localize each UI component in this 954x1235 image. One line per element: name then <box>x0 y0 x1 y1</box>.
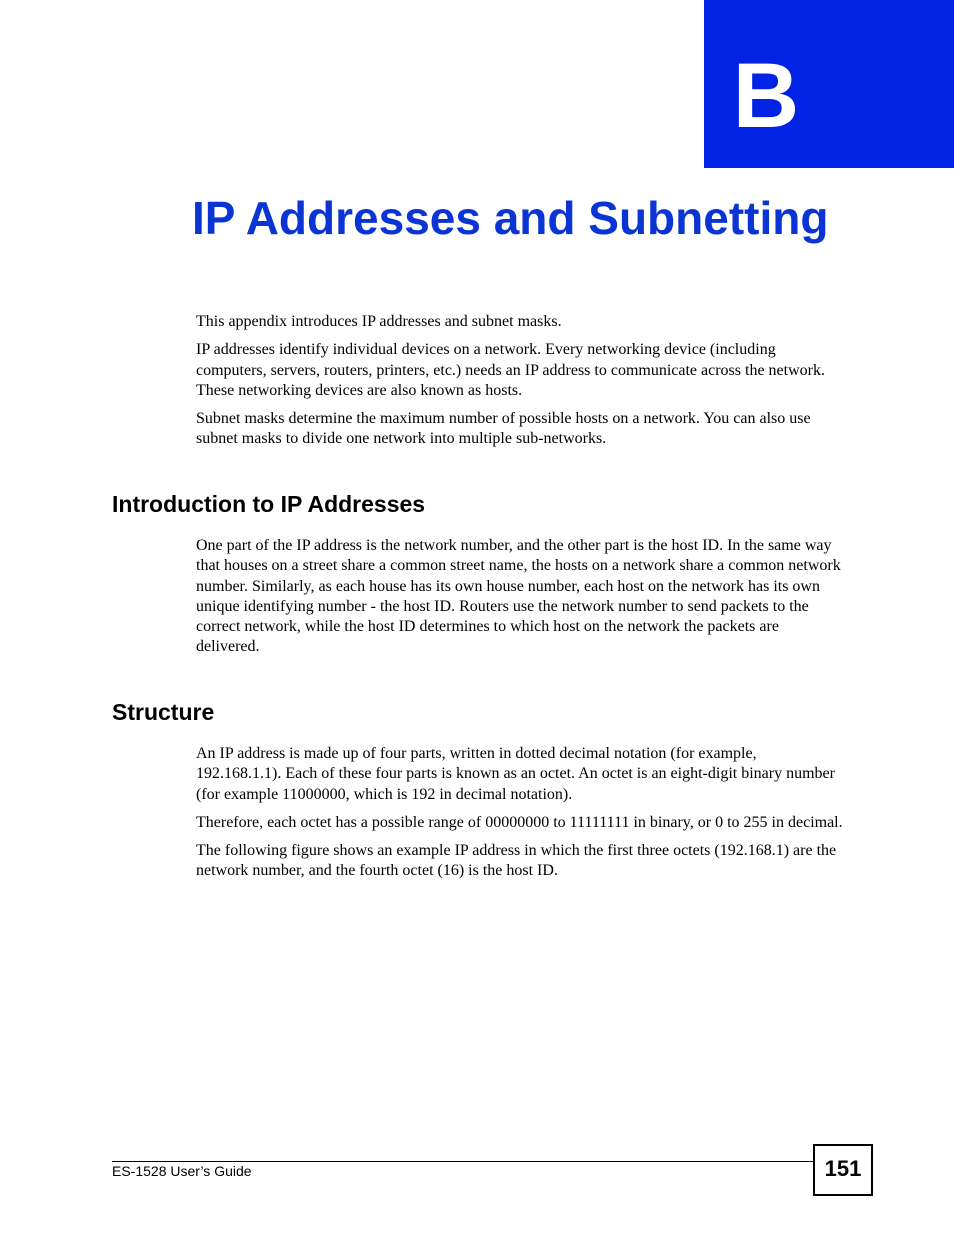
intro-paragraph: IP addresses identify individual devices on a network. Every networking device (including computers, servers, routers, printers, etc.) needs an IP address to communicate across the network. These networking devices are also known as hosts. <box>196 341 825 399</box>
section-heading-structure: Structure <box>112 699 215 725</box>
appendix-letter: B <box>732 45 800 147</box>
section-text-structure <box>196 744 844 890</box>
intro-text <box>196 312 844 458</box>
section-paragraph: An IP address is made up of four parts, written in dotted decimal notation (for example, 192.168.1.1). Each of these four parts is known as an octet. An octet is an eight-digit binary number (for example 11000000, which is 192 in decimal notation). <box>196 745 835 803</box>
section-paragraph: Therefore, each octet has a possible range of 00000000 to 11111111 in binary, or 0 to 255 in decimal. <box>196 813 843 831</box>
page-number: 151 <box>813 1144 873 1196</box>
section-paragraph: One part of the IP address is the network number, and the other part is the host ID. In the same way that houses on a street share a common street name, the hosts on a network share a common network number. Similarly, as each house has its own house number, each host on the network has its own unique identifying number - the host ID. Routers use the network number to send packets to the correct network, while the host ID determines to which host on the network the packets are delivered. <box>196 537 841 656</box>
section-paragraph: The following figure shows an example IP address in which the first three octets (192.168.1) are the network number, and the fourth octet (16) is the host ID. <box>196 842 837 880</box>
section-heading-introduction: Introduction to IP Addresses <box>112 491 426 517</box>
chapter-title: IP Addresses and Subnetting <box>192 192 829 244</box>
intro-paragraph: This appendix introduces IP addresses and subnet masks. <box>196 313 562 330</box>
intro-paragraph: Subnet masks determine the maximum number of possible hosts on a network. You can also use subnet masks to divide one network into multiple sub-networks. <box>196 410 811 448</box>
footer-guide-title: ES-1528 User’s Guide <box>112 1163 252 1179</box>
appendix-letter-box <box>704 0 954 168</box>
section-text-introduction <box>196 536 844 666</box>
